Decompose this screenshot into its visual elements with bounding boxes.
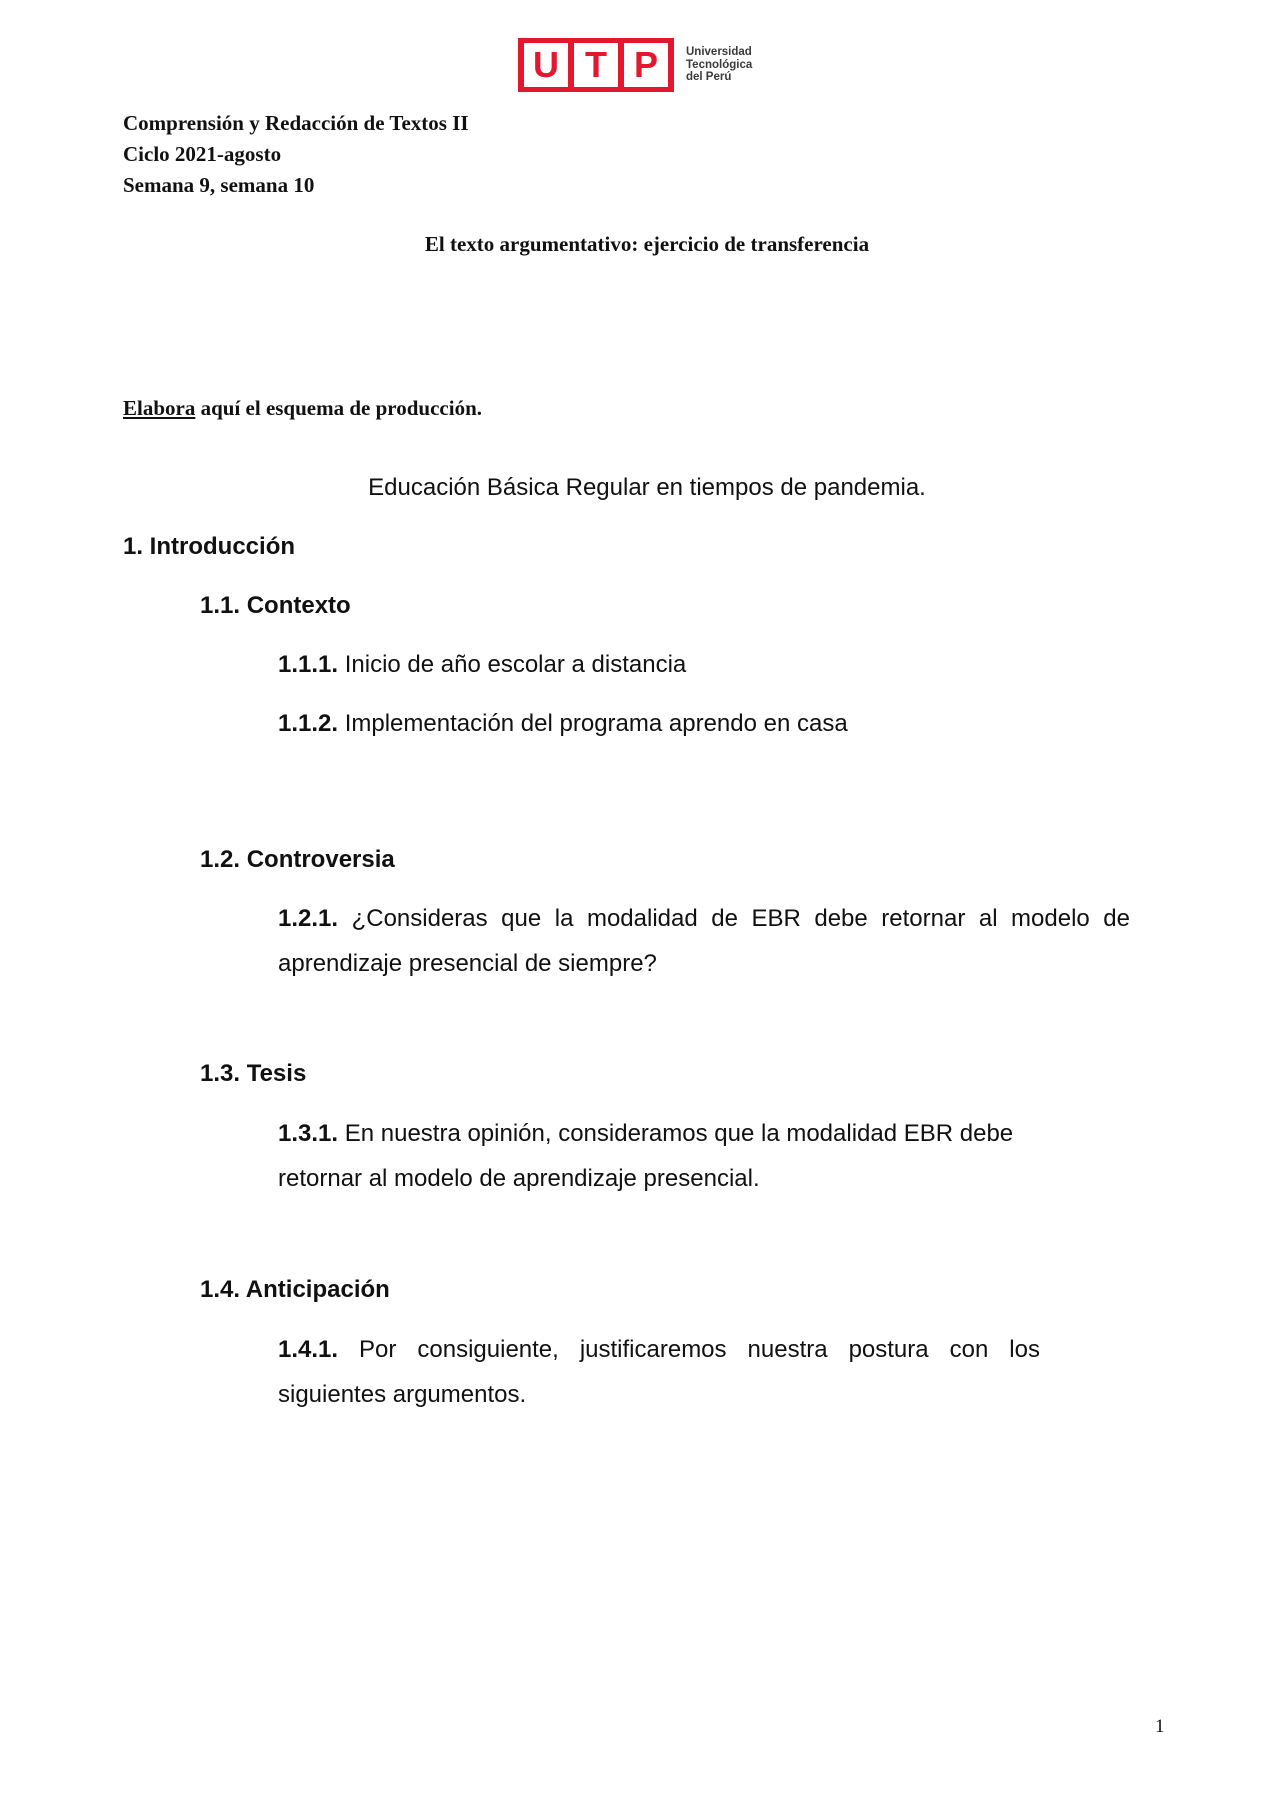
subsection-tesis: 1.3. Tesis xyxy=(200,1060,307,1087)
logo-letter-t: T xyxy=(574,43,618,87)
item-1-4-1 xyxy=(278,1327,1040,1417)
logo-line-2: Tecnológica xyxy=(686,58,753,71)
instruction-verb: Elabora xyxy=(123,396,196,420)
section-introduccion: 1. Introducción xyxy=(123,533,296,560)
item-text: Implementación del programa aprendo en casa xyxy=(344,710,848,737)
logo-mark xyxy=(518,38,674,92)
item-text: Inicio de año escolar a distancia xyxy=(344,651,687,678)
item-text: En nuestra opinión, consideramos que la modalidad EBR debe retornar al modelo de aprendizaje presencial. xyxy=(278,1120,1014,1192)
instruction-text: aquí el esquema de producción. xyxy=(195,396,482,420)
page-number: 1 xyxy=(1155,1716,1165,1737)
logo-line-3: del Perú xyxy=(686,71,732,84)
item-number: 1.1.1. xyxy=(278,651,339,678)
item-1-3-1 xyxy=(278,1111,1098,1201)
item-number: 1.3.1. xyxy=(278,1120,339,1147)
document-title: El texto argumentativo: ejercicio de transferencia xyxy=(424,232,870,256)
item-1-1-2 xyxy=(278,701,1130,746)
cycle: Ciclo 2021-agosto xyxy=(123,142,282,166)
instruction xyxy=(123,396,482,421)
item-number: 1.4.1. xyxy=(278,1336,339,1363)
item-number: 1.1.2. xyxy=(278,710,339,737)
subsection-contexto: 1.1. Contexto xyxy=(200,592,351,619)
item-text: Por consiguiente, justificaremos nuestra postura con los siguientes argumentos. xyxy=(278,1336,1040,1408)
item-1-2-1 xyxy=(278,896,1130,986)
document-header xyxy=(123,108,469,201)
subsection-anticipacion: 1.4. Anticipación xyxy=(200,1276,390,1303)
logo-line-1: Universidad xyxy=(686,46,752,59)
item-1-1-1 xyxy=(278,642,1130,687)
course-name: Comprensión y Redacción de Textos II xyxy=(123,111,469,135)
logo-letter-p: P xyxy=(624,43,668,87)
item-number: 1.2.1. xyxy=(278,905,339,932)
logo-wordmark xyxy=(686,46,752,84)
essay-title: Educación Básica Regular en tiempos de pandemia. xyxy=(368,474,926,501)
item-text: ¿Consideras que la modalidad de EBR debe retornar al modelo de aprendizaje presencial de siempre? xyxy=(278,905,1131,977)
subsection-controversia: 1.2. Controversia xyxy=(200,846,395,873)
logo-letter-u: U xyxy=(524,43,568,87)
utp-logo xyxy=(518,38,752,92)
week: Semana 9, semana 10 xyxy=(123,173,315,197)
